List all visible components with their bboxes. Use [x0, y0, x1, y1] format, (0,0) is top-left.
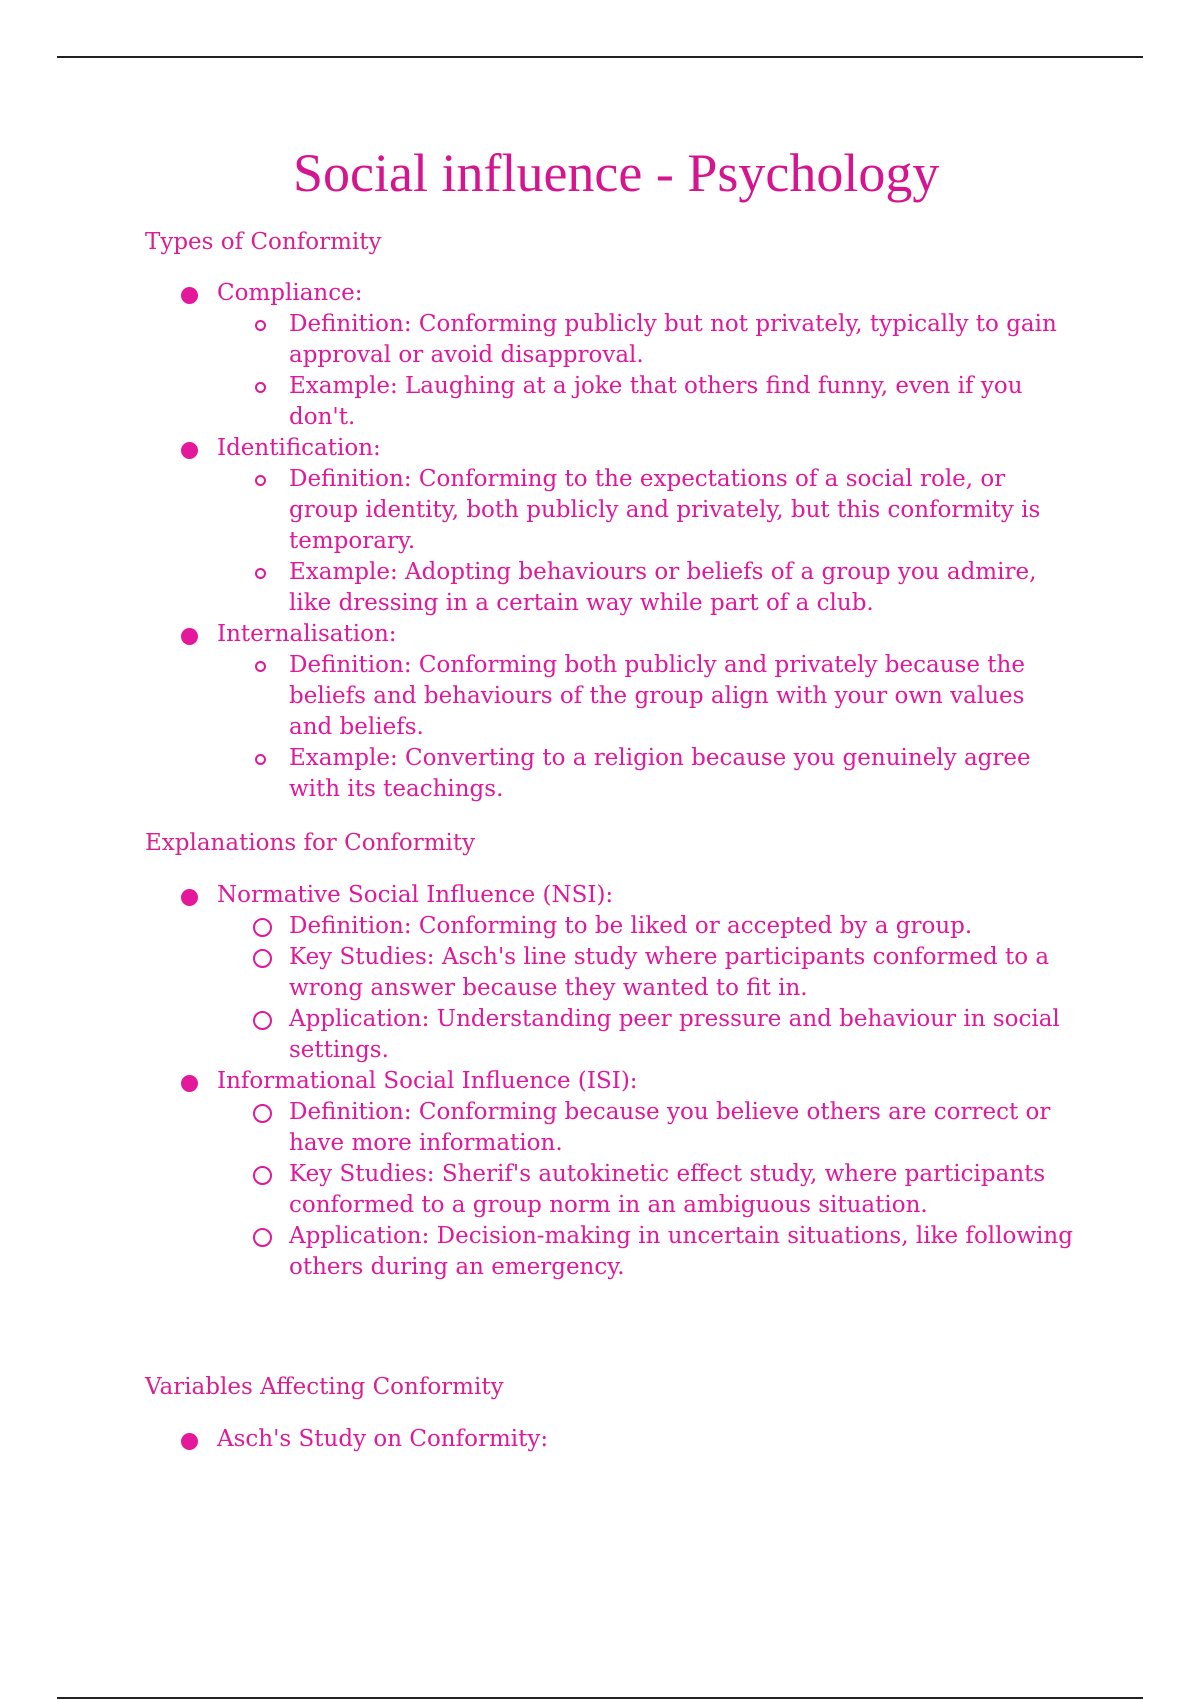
sub-list-item-text: Example: Laughing at a joke that others find funny, even if you don't. — [289, 373, 1023, 431]
sub-list-item-text: Definition: Conforming to be liked or accepted by a group. — [289, 913, 973, 940]
list-item-label: Identification: — [217, 435, 381, 462]
bullet-list — [145, 880, 1075, 1283]
section-variables-affecting-conformity — [145, 1373, 1075, 1455]
list-item-label: Compliance: — [217, 280, 363, 307]
sub-list-item-text: Definition: Conforming both publicly and privately because the beliefs and behaviours of the group align with your own values and beliefs. — [289, 652, 1025, 741]
list-item — [217, 1424, 1075, 1455]
circle-bullet-icon — [255, 382, 266, 393]
section-spacer — [145, 805, 1075, 829]
circle-bullet-icon — [253, 1166, 272, 1185]
sub-list-item-text: Key Studies: Sherif's autokinetic effect study, where participants conformed to a group norm in an ambiguous situation. — [289, 1161, 1046, 1219]
list-item — [217, 278, 1075, 433]
circle-bullet-icon — [255, 661, 266, 672]
bullet-icon — [181, 1433, 198, 1450]
sub-list-item-text: Definition: Conforming because you believe others are correct or have more information. — [289, 1099, 1051, 1157]
list-item-label: Asch's Study on Conformity: — [217, 1426, 549, 1453]
circle-bullet-icon — [255, 568, 266, 579]
section-heading: Explanations for Conformity — [145, 830, 476, 857]
circle-bullet-icon — [255, 754, 266, 765]
sub-list-item — [289, 743, 1075, 805]
circle-bullet-icon — [253, 1011, 272, 1030]
list-item-label: Internalisation: — [217, 621, 397, 648]
top-rule — [57, 56, 1143, 58]
sub-list-item — [289, 1097, 1075, 1159]
sub-list-item-text: Application: Understanding peer pressure and behaviour in social settings. — [289, 1006, 1060, 1064]
list-item — [217, 1066, 1075, 1283]
sub-list-item — [289, 464, 1075, 557]
sub-list-item — [289, 309, 1075, 371]
sub-list-item-text: Key Studies: Asch's line study where participants conformed to a wrong answer because they wanted to fit in. — [289, 944, 1050, 1002]
sub-list-item — [289, 1221, 1075, 1283]
sub-list-item-text: Definition: Conforming to the expectations of a social role, or group identity, both publicly and privately, but this conformity is temporary. — [289, 466, 1041, 555]
sub-list — [217, 650, 1075, 805]
sub-list-item — [289, 1159, 1075, 1221]
sub-list-item — [289, 557, 1075, 619]
bottom-rule — [57, 1697, 1143, 1699]
section-types-of-conformity — [145, 228, 1075, 806]
sub-list-item-text: Example: Converting to a religion because you genuinely agree with its teachings. — [289, 745, 1031, 803]
circle-bullet-icon — [255, 320, 266, 331]
section-heading: Variables Affecting Conformity — [145, 1374, 504, 1401]
sub-list-item-text: Definition: Conforming publicly but not privately, typically to gain approval or avoid disapproval. — [289, 311, 1057, 369]
section-explanations-for-conformity — [145, 829, 1075, 1283]
section-spacer — [145, 1283, 1075, 1373]
circle-bullet-icon — [253, 1228, 272, 1247]
bullet-list — [145, 1424, 1075, 1455]
document-page — [145, 140, 1075, 1455]
sub-list — [217, 1097, 1075, 1283]
circle-bullet-icon — [253, 949, 272, 968]
bullet-list — [145, 278, 1075, 805]
list-item — [217, 433, 1075, 619]
sub-list-item — [289, 371, 1075, 433]
bullet-icon — [181, 442, 198, 459]
sub-list-item-text: Example: Adopting behaviours or beliefs of a group you admire, like dressing in a certain way while part of a club. — [289, 559, 1037, 617]
sub-list — [217, 464, 1075, 619]
circle-bullet-icon — [253, 1104, 272, 1123]
sub-list-item — [289, 911, 1075, 942]
document-title: Social influence - Psychology — [293, 143, 940, 203]
list-item-label: Normative Social Influence (NSI): — [217, 882, 614, 909]
sub-list-item-text: Application: Decision-making in uncertain situations, like following others during an emergency. — [289, 1223, 1073, 1281]
sub-list-item — [289, 942, 1075, 1004]
list-item-label: Informational Social Influence (ISI): — [217, 1068, 638, 1095]
list-item — [217, 619, 1075, 805]
list-item — [217, 880, 1075, 1066]
circle-bullet-icon — [253, 918, 272, 937]
section-heading: Types of Conformity — [145, 228, 382, 255]
sub-list — [217, 911, 1075, 1066]
bullet-icon — [181, 1075, 198, 1092]
sub-list-item — [289, 650, 1075, 743]
sub-list-item — [289, 1004, 1075, 1066]
sub-list — [217, 309, 1075, 433]
bullet-icon — [181, 628, 198, 645]
bullet-icon — [181, 287, 198, 304]
circle-bullet-icon — [255, 475, 266, 486]
bullet-icon — [181, 889, 198, 906]
